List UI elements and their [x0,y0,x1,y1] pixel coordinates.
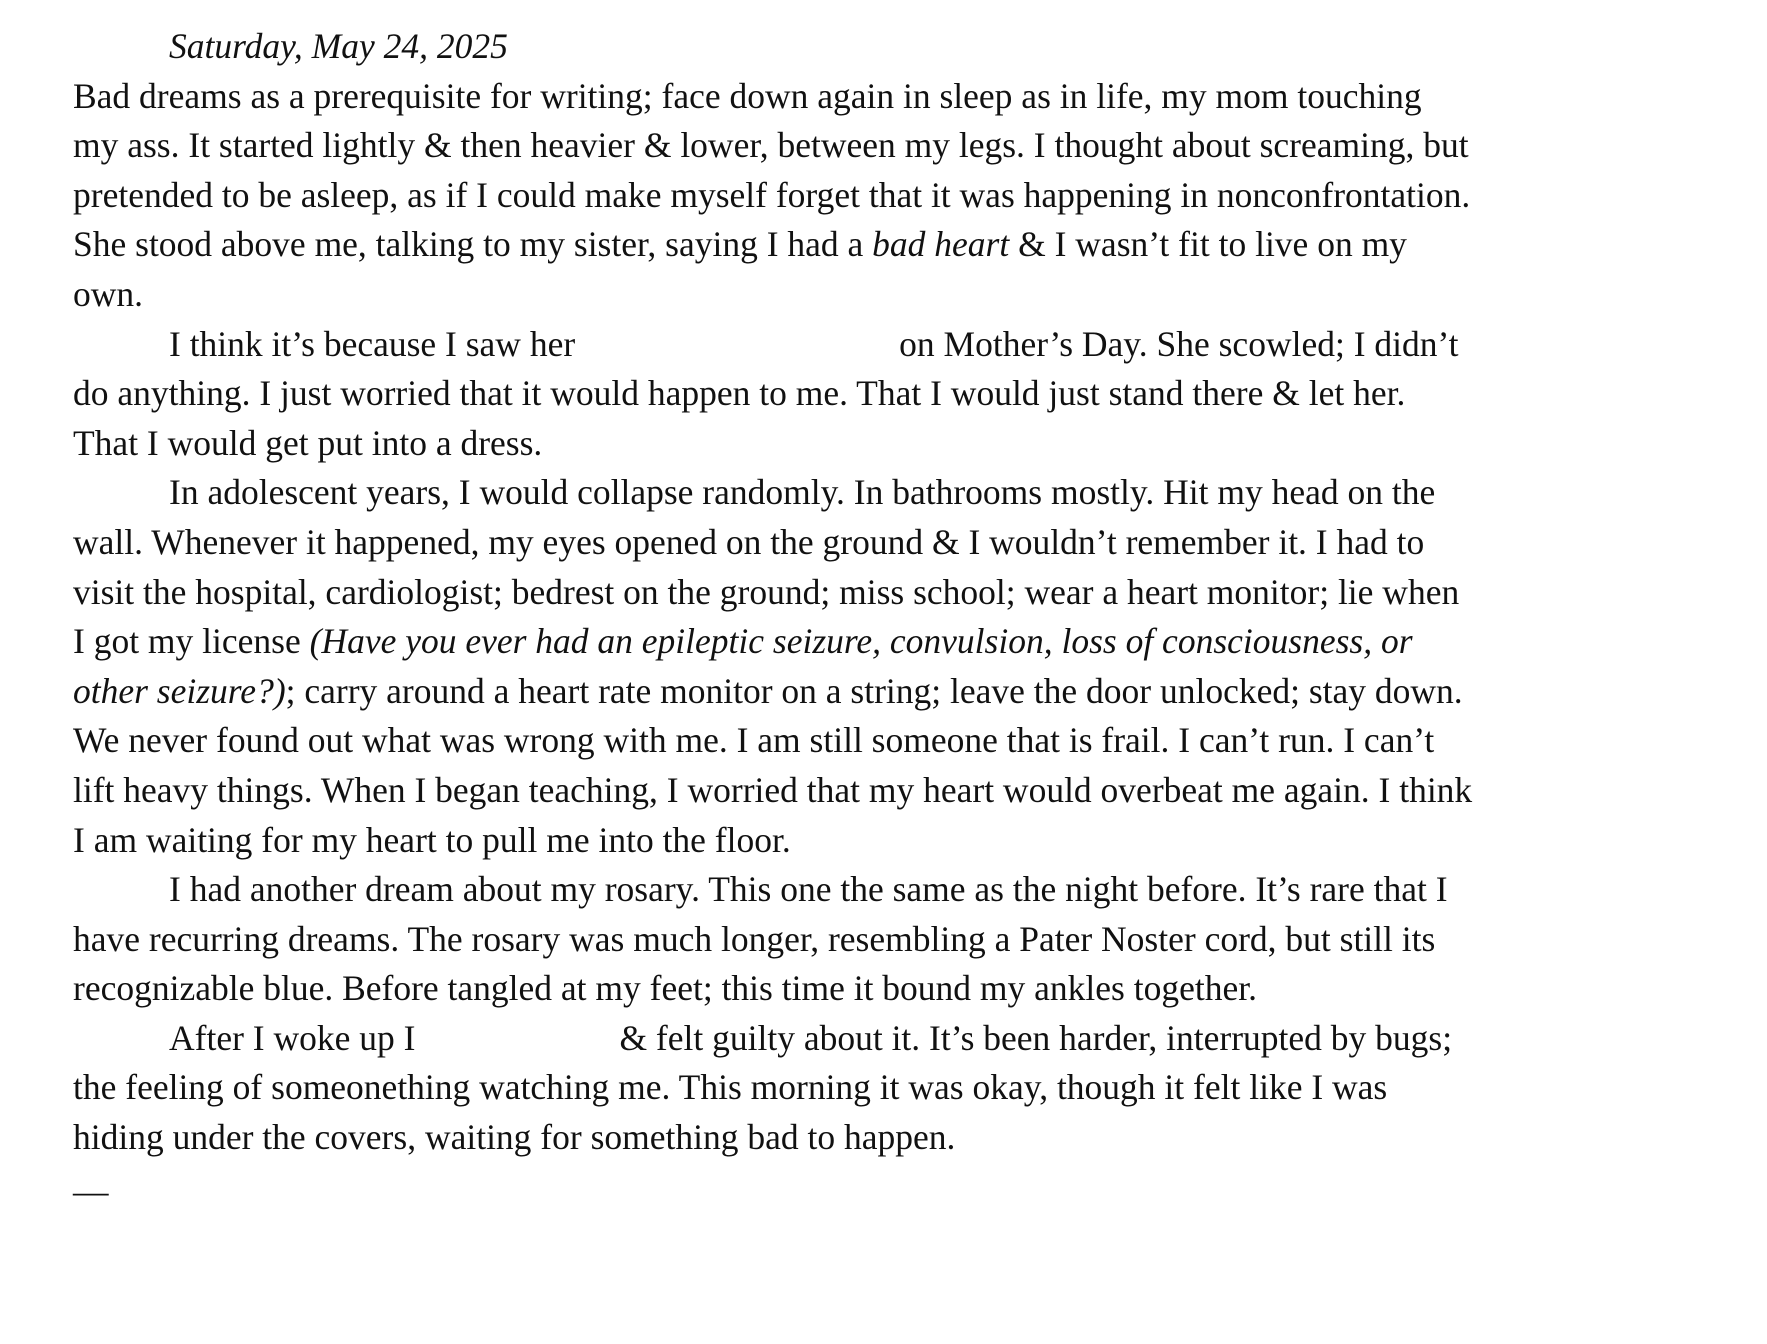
entry-date: Saturday, May 24, 2025 [169,26,508,66]
end-mark: — [73,1170,109,1211]
paragraph-5-text-a: After I woke up I [169,1017,416,1058]
paragraph-3-text-b: ; carry around a heart rate monitor on a string; leave the door unlocked; stay down. We never found out what was wrong with me. I am still someone that is frail. I can’t run. I can’t lift heavy things. When I began teaching, I worried that my heart would overbeat me again. I think I am waiting for my heart to pull me into the floor. [73,670,1473,860]
paragraph-2-text-a: I think it’s because I saw her [169,323,576,364]
paragraph-3-text-a: In adolescent years, I would collapse randomly. In bathrooms mostly. Hit my head on the wall. Whenever it happened, my eyes opened on the ground & I wouldn’t remember it. I had to visit the hospital, cardiologist; bedrest on the ground; miss school; wear a heart monitor; lie when I got my license [73,472,1460,662]
paragraph-4: I had another dream about my rosary. This one the same as the night before. It’s rare that I have recurring dreams. The rosary was much longer, resembling a Pater Noster cord, but still its recognizable blue. Before tangled at my feet; this time it bound my ankles together. [73,869,1448,1009]
paragraph-2-text-b: on Mother’s Day. She scowled; I didn’t do anything. I just worried that it would happen to me. That I would just stand there & let her. That I would get put into a dress. [73,323,1459,463]
paragraph-1-text-a: Bad dreams as a prerequisite for writing; face down again in sleep as in life, my mom touching my ass. It started lightly & then heavier & lower, between my legs. I thought about screaming, but pretended to be asleep, as if I could make myself forget that it was happening in nonconfrontation. She stood above me, talking to my sister, saying I had a [73,75,1471,265]
paragraph-5 [73,1014,1473,1163]
paragraph-1-text-b: & I wasn’t fit to live on my own. [73,224,1407,314]
paragraph-1-italic: bad heart [872,224,1010,265]
paragraph-5-text-b: & felt guilty about it. It’s been harder, interrupted by bugs; the feeling of someonething watching me. This morning it was okay, though it felt like I was hiding under the covers, waiting for something bad to happen. [73,1017,1453,1158]
paragraph-3 [73,468,1473,865]
paragraph-1 [73,72,1473,320]
paragraph-3-italic: (Have you ever had an epileptic seizure, convulsion, loss of consciousness, or other seizure?) [73,621,1413,711]
paragraph-2 [73,320,1473,469]
journal-entry [73,22,1473,1216]
